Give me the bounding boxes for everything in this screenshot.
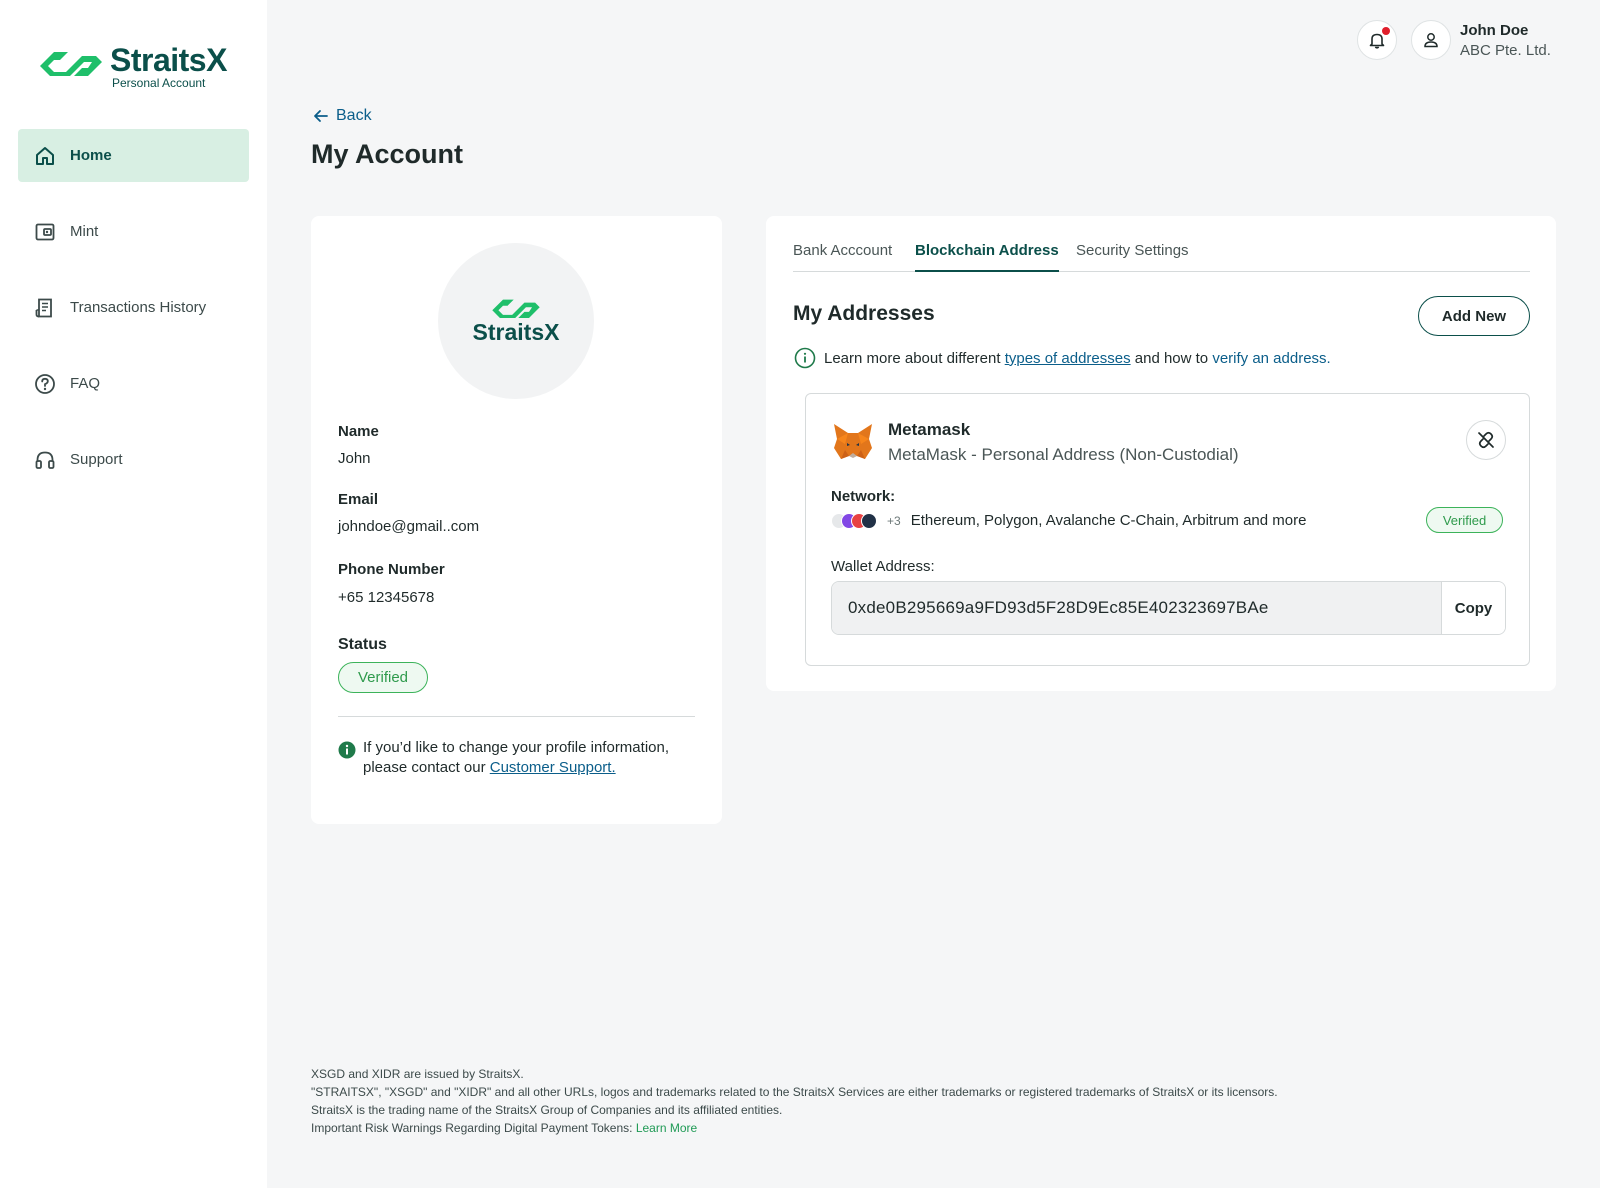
arbitrum-icon	[861, 513, 877, 529]
back-link[interactable]	[312, 107, 372, 125]
footer-line-4	[311, 1119, 1278, 1137]
user-name[interactable]: John Doe	[1460, 22, 1529, 39]
headset-icon	[34, 449, 56, 471]
network-row	[831, 512, 1306, 529]
sidebar-item-label: Support	[70, 451, 123, 468]
addresses-card	[766, 216, 1556, 691]
sidebar-nav	[18, 129, 249, 509]
types-of-addresses-link[interactable]: types of addresses	[1004, 349, 1131, 367]
back-label: Back	[336, 107, 372, 124]
straitsx-logo[interactable]	[36, 42, 236, 92]
status-label: Status	[338, 636, 387, 653]
profile-avatar-text: StraitsX	[472, 319, 560, 345]
sidebar-item-faq[interactable]	[18, 357, 249, 410]
addresses-title: My Addresses	[793, 302, 935, 325]
wallet-description: MetaMask - Personal Address (Non-Custodial)	[888, 445, 1239, 464]
name-label: Name	[338, 423, 379, 440]
chain-icons	[831, 513, 871, 529]
info-middle: and how to	[1130, 349, 1213, 367]
addresses-info	[794, 347, 1331, 369]
profile-avatar	[438, 243, 594, 399]
account-tabs	[793, 242, 1530, 272]
sidebar-item-transactions-history[interactable]	[18, 281, 249, 334]
tab-blockchain-address[interactable]: Blockchain Address	[915, 242, 1059, 272]
wallet-status-badge: Verified	[1426, 507, 1503, 533]
sidebar-item-home[interactable]	[18, 129, 249, 182]
arrow-left-icon	[312, 107, 330, 125]
wallet-address-field	[831, 581, 1506, 635]
receipt-icon	[34, 297, 56, 319]
profile-note-text: If you’d like to change your profile information, please contact our	[363, 739, 669, 776]
notifications-button[interactable]	[1357, 20, 1397, 60]
learn-more-link[interactable]: Learn More	[635, 1121, 698, 1135]
notification-dot	[1382, 27, 1390, 35]
sidebar-item-label: Transactions History	[70, 299, 207, 316]
wallet-address-value[interactable]: 0xde0B295669a9FD93d5F28D9Ec85E402323697BAe	[832, 582, 1441, 634]
footer	[311, 1065, 1278, 1137]
unlink-button[interactable]	[1466, 420, 1506, 460]
question-circle-icon	[34, 373, 56, 395]
wallet-icon	[34, 221, 56, 243]
sidebar-item-label: Home	[70, 147, 112, 164]
user-avatar-button[interactable]	[1411, 20, 1451, 60]
network-label: Network:	[831, 488, 896, 505]
wallet-card	[805, 393, 1530, 666]
sidebar-item-label: Mint	[70, 223, 99, 240]
sidebar-item-label: FAQ	[70, 375, 101, 392]
divider	[338, 716, 695, 717]
home-icon	[34, 145, 56, 167]
unlink-icon	[1476, 430, 1496, 450]
footer-line-1: XSGD and XIDR are issued by StraitsX.	[311, 1067, 524, 1081]
email-value: johndoe@gmail..com	[338, 518, 480, 535]
footer-risk-text: Important Risk Warnings Regarding Digital Payment Tokens:	[311, 1121, 636, 1135]
status-badge: Verified	[338, 662, 428, 693]
tab-security-settings[interactable]: Security Settings	[1076, 242, 1189, 259]
info-icon	[794, 347, 816, 369]
sidebar-item-support[interactable]	[18, 433, 249, 486]
footer-line-2: "STRAITSX", "XSGD" and "XIDR" and all other URLs, logos and trademarks related to the StraitsX Services are either trademarks or registered trademarks of StraitsX or its licensors.	[311, 1085, 1278, 1099]
page-title: My Account	[311, 139, 464, 169]
sidebar	[0, 0, 267, 1188]
user-organization: ABC Pte. Ltd.	[1460, 42, 1551, 59]
sidebar-item-mint[interactable]	[18, 205, 249, 258]
straitsx-logo-mark-icon	[36, 46, 106, 80]
wallet-address-label: Wallet Address:	[831, 558, 935, 575]
network-list: Ethereum, Polygon, Avalanche C-Chain, Arbitrum and more	[910, 512, 1307, 529]
name-value: John	[338, 450, 371, 467]
profile-card	[311, 216, 722, 824]
phone-label: Phone Number	[338, 561, 445, 578]
account-type: Personal Account	[112, 76, 206, 90]
wallet-name: Metamask	[888, 420, 971, 439]
straitsx-logo-mark-icon	[488, 295, 544, 321]
brand-name: StraitsX	[110, 42, 227, 78]
user-icon	[1422, 31, 1440, 49]
metamask-fox-icon	[832, 422, 874, 462]
customer-support-link[interactable]: Customer Support.	[489, 759, 616, 776]
info-filled-icon	[338, 741, 356, 759]
info-prefix: Learn more about different	[824, 349, 1005, 367]
add-new-button[interactable]: Add New	[1418, 296, 1530, 336]
copy-button[interactable]: Copy	[1441, 582, 1505, 634]
phone-value: +65 12345678	[338, 589, 435, 606]
email-label: Email	[338, 491, 379, 508]
tab-bank-account[interactable]: Bank Acccount	[793, 242, 893, 259]
footer-line-3: StraitsX is the trading name of the StraitsX Group of Companies and its affiliated entities.	[311, 1103, 783, 1117]
profile-note	[363, 738, 683, 778]
network-extra-count: +3	[887, 513, 901, 528]
verify-address-link[interactable]: verify an address.	[1212, 349, 1331, 367]
